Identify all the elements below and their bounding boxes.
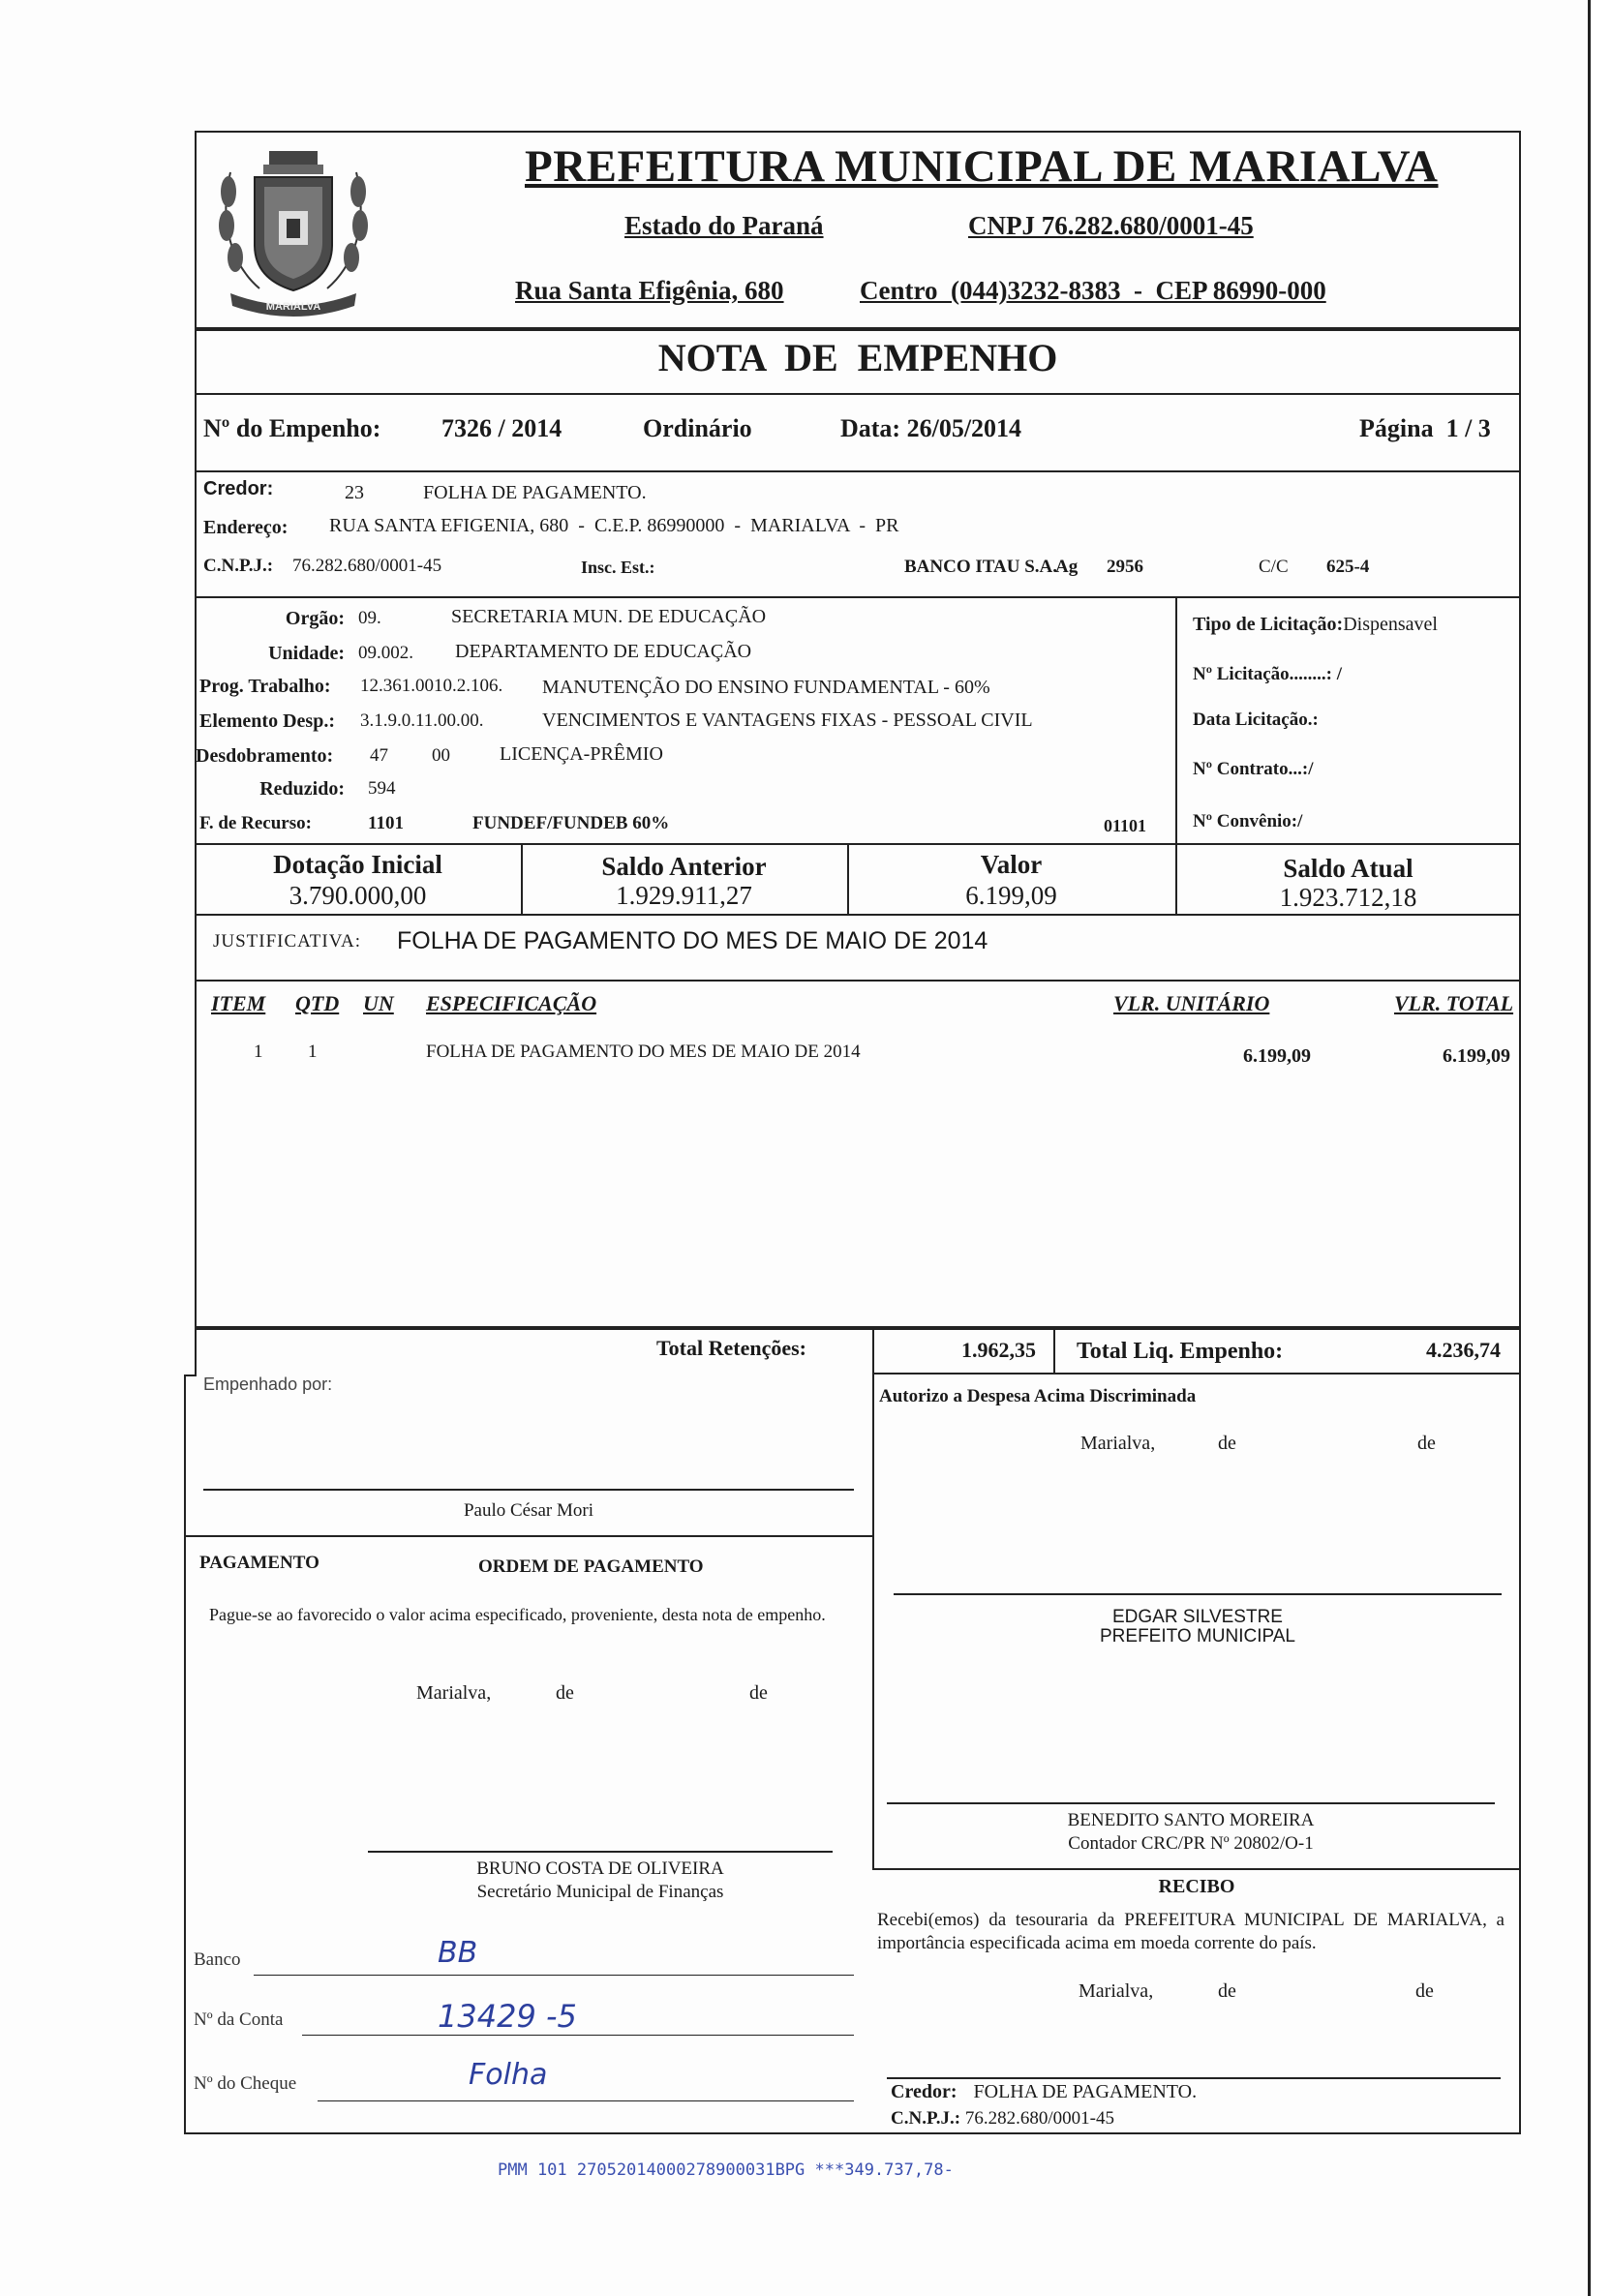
recibo-de1: de — [1218, 1980, 1236, 2002]
credor-code: 23 — [345, 482, 364, 503]
autorizo-city: Marialva, — [1080, 1433, 1156, 1454]
cheque-label: Nº do Cheque — [194, 2073, 297, 2094]
saldo-atual-label: Saldo Atual — [1283, 854, 1413, 883]
ordem-pagamento-label: ORDEM DE PAGAMENTO — [478, 1556, 704, 1577]
empenho-type: Ordinário — [643, 414, 752, 442]
row-item: 1 — [254, 1042, 263, 1062]
recibo-text: Recebi(emos) da tesouraria da PREFEITURA MUNICIPAL DE MARIALVA, a importância especificada acima em moeda corrente do país. — [877, 1910, 1505, 1953]
col-spec-header: ESPECIFICAÇÃO — [426, 991, 597, 1015]
recibo-city: Marialva, — [1079, 1980, 1154, 2002]
col-unit-header: VLR. UNITÁRIO — [1113, 991, 1270, 1015]
recibo-cnpj-value: 76.282.680/0001-45 — [964, 2108, 1114, 2129]
liquido-value: 4.236,74 — [1426, 1338, 1501, 1362]
row-total: 6.199,09 — [1443, 1045, 1510, 1067]
empenho-date: Data: 26/05/2014 — [840, 414, 1022, 442]
licitacao-numero: Nº Licitação........: / — [1193, 664, 1343, 684]
header-street: Rua Santa Efigênia, 680 — [515, 276, 784, 305]
justificativa-label: JUSTIFICATIVA: — [213, 931, 362, 952]
row-spec: FOLHA DE PAGAMENTO DO MES DE MAIO DE 2014 — [426, 1042, 861, 1062]
recibo-credor — [891, 2081, 1197, 2103]
contador-name: BENEDITO SANTO MOREIRA — [1067, 1810, 1315, 1830]
desdobramento-a: 47 — [370, 745, 388, 766]
dotacao-label: Dotação Inicial — [273, 850, 442, 879]
banco-label: Banco — [194, 1949, 241, 1970]
unidade-name: DEPARTAMENTO DE EDUCAÇÃO — [455, 641, 752, 662]
cheque-handwritten: Folha — [469, 2058, 548, 2092]
desdobramento-name: LICENÇA-PRÊMIO — [500, 743, 663, 765]
orgao-label: Orgão: — [285, 608, 345, 629]
autorizo-label: Autorizo a Despesa Acima Discriminada — [879, 1386, 1197, 1406]
footer-stamp: PMM 101 27052014000278900031BPG ***349.737,78- — [498, 2160, 954, 2180]
ag-label: Ag — [1055, 557, 1079, 577]
row-unit: 6.199,09 — [1243, 1045, 1311, 1067]
conta-label: Nº da Conta — [194, 2009, 284, 2030]
header-address: Centro (044)3232-8383 - CEP 86990-000 — [860, 276, 1326, 305]
empenho-number-label: Nº do Empenho: — [203, 414, 381, 442]
contador-role: Contador CRC/PR Nº 20802/O-1 — [1068, 1833, 1314, 1854]
elemento-name: VENCIMENTOS E VANTAGENS FIXAS - PESSOAL CIVIL — [542, 710, 1033, 731]
empenhado-label: Empenhado por: — [203, 1375, 333, 1394]
valor-value: 6.199,09 — [965, 881, 1057, 910]
reduzido-value: 594 — [368, 778, 396, 799]
credor-cnpj: 76.282.680/0001-45 — [292, 556, 442, 576]
credor-cnpj-label: C.N.P.J.: — [203, 556, 274, 576]
dotacao-value: 3.790.000,00 — [289, 881, 427, 910]
saldo-anterior-value: 1.929.911,27 — [616, 881, 752, 910]
licitacao-data: Data Licitação.: — [1193, 710, 1319, 730]
credor-bank: BANCO ITAU S.A. — [904, 557, 1058, 577]
licitacao-contrato: Nº Contrato...:/ — [1193, 759, 1314, 779]
recibo-cnpj-label: C.N.P.J.: — [891, 2108, 961, 2129]
secretario-name: BRUNO COSTA DE OLIVEIRA — [476, 1858, 724, 1879]
autorizo-de2: de — [1417, 1433, 1436, 1454]
recurso-code: 1101 — [368, 813, 404, 833]
ag-value: 2956 — [1107, 557, 1143, 577]
desdobramento-label: Desdobramento: — [196, 745, 334, 767]
orgao-name: SECRETARIA MUN. DE EDUCAÇÃO — [451, 606, 767, 627]
doc-title: NOTA DE EMPENHO — [657, 336, 1058, 379]
col-item-header: ITEM — [211, 991, 266, 1015]
licitacao-tipo — [1193, 614, 1438, 636]
address-label: Endereço: — [203, 517, 289, 538]
elemento-label: Elemento Desp.: — [199, 710, 335, 732]
recibo-de2: de — [1415, 1980, 1434, 2002]
recurso-name: FUNDEF/FUNDEB 60% — [472, 813, 670, 833]
retencoes-label: Total Retenções: — [656, 1336, 806, 1360]
col-un-header: UN — [363, 991, 394, 1015]
licitacao-convenio: Nº Convênio:/ — [1193, 811, 1303, 831]
licitacao-tipo-value: Dispensavel — [1343, 614, 1438, 635]
prog-code: 12.361.0010.2.106. — [360, 676, 503, 696]
empenho-number: 7326 / 2014 — [441, 414, 562, 442]
empenho-page: Página 1 / 3 — [1359, 414, 1491, 442]
col-qtd-header: QTD — [295, 991, 340, 1015]
autorizo-de1: de — [1218, 1433, 1236, 1454]
row-qtd: 1 — [308, 1042, 318, 1062]
saldo-atual-value: 1.923.712,18 — [1279, 883, 1417, 912]
orgao-code: 09. — [358, 608, 381, 628]
prefeito-role: PREFEITO MUNICIPAL — [1100, 1626, 1295, 1646]
pagamento-city: Marialva, — [416, 1682, 492, 1704]
crest-banner-text: MARIALVA — [265, 301, 321, 313]
recibo-cnpj — [891, 2108, 1114, 2130]
banco-handwritten: BB — [438, 1936, 478, 1970]
pagamento-label: PAGAMENTO — [199, 1553, 319, 1573]
col-total-header: VLR. TOTAL — [1394, 991, 1514, 1015]
saldo-anterior-label: Saldo Anterior — [601, 852, 767, 881]
elemento-code: 3.1.9.0.11.00.00. — [360, 710, 484, 731]
items-box — [195, 982, 1521, 1328]
secretario-role: Secretário Municipal de Finanças — [476, 1882, 724, 1902]
prog-name: MANUTENÇÃO DO ENSINO FUNDAMENTAL - 60% — [542, 677, 990, 698]
header-cnpj: CNPJ 76.282.680/0001-45 — [968, 211, 1254, 240]
licitacao-tipo-label: Tipo de Licitação: — [1193, 614, 1344, 635]
unidade-code: 09.002. — [358, 643, 413, 663]
reduzido-label: Reduzido: — [259, 778, 345, 800]
prefeito-name: EDGAR SILVESTRE — [1112, 1607, 1283, 1627]
liquido-label: Total Liq. Empenho: — [1077, 1339, 1284, 1364]
pagamento-de2: de — [749, 1682, 768, 1704]
credor-label: Credor: — [203, 478, 274, 499]
recibo-title: RECIBO — [1158, 1876, 1235, 1897]
recibo-credor-value: FOLHA DE PAGAMENTO. — [973, 2081, 1198, 2102]
insc-est-label: Insc. Est.: — [581, 558, 655, 577]
justificativa-text: FOLHA DE PAGAMENTO DO MES DE MAIO DE 2014 — [397, 927, 988, 954]
pagamento-de1: de — [556, 1682, 574, 1704]
unidade-label: Unidade: — [268, 643, 345, 664]
recurso-ref: 01101 — [1104, 816, 1147, 835]
credor-address: RUA SANTA EFIGENIA, 680 - C.E.P. 86990000 - MARIALVA - PR — [329, 515, 899, 536]
empenhado-name: Paulo César Mori — [463, 1500, 594, 1521]
credor-name: FOLHA DE PAGAMENTO. — [423, 482, 647, 503]
municipal-crest-logo — [201, 134, 385, 323]
header-title: PREFEITURA MUNICIPAL DE MARIALVA — [525, 141, 1439, 192]
pagamento-text: Pague-se ao favorecido o valor acima especificado, proveniente, desta nota de empenho. — [209, 1605, 826, 1624]
conta-handwritten: 13429 -5 — [438, 1998, 577, 2035]
desdobramento-b: 00 — [432, 745, 450, 766]
prog-label: Prog. Trabalho: — [199, 676, 331, 697]
recibo-credor-label: Credor: — [891, 2081, 957, 2102]
valor-label: Valor — [980, 850, 1043, 879]
cc-value: 625-4 — [1326, 557, 1370, 577]
cc-label: C/C — [1259, 557, 1289, 577]
retencoes-value: 1.962,35 — [961, 1338, 1036, 1362]
header-state: Estado do Paraná — [624, 211, 824, 240]
recurso-label: F. de Recurso: — [199, 813, 312, 833]
